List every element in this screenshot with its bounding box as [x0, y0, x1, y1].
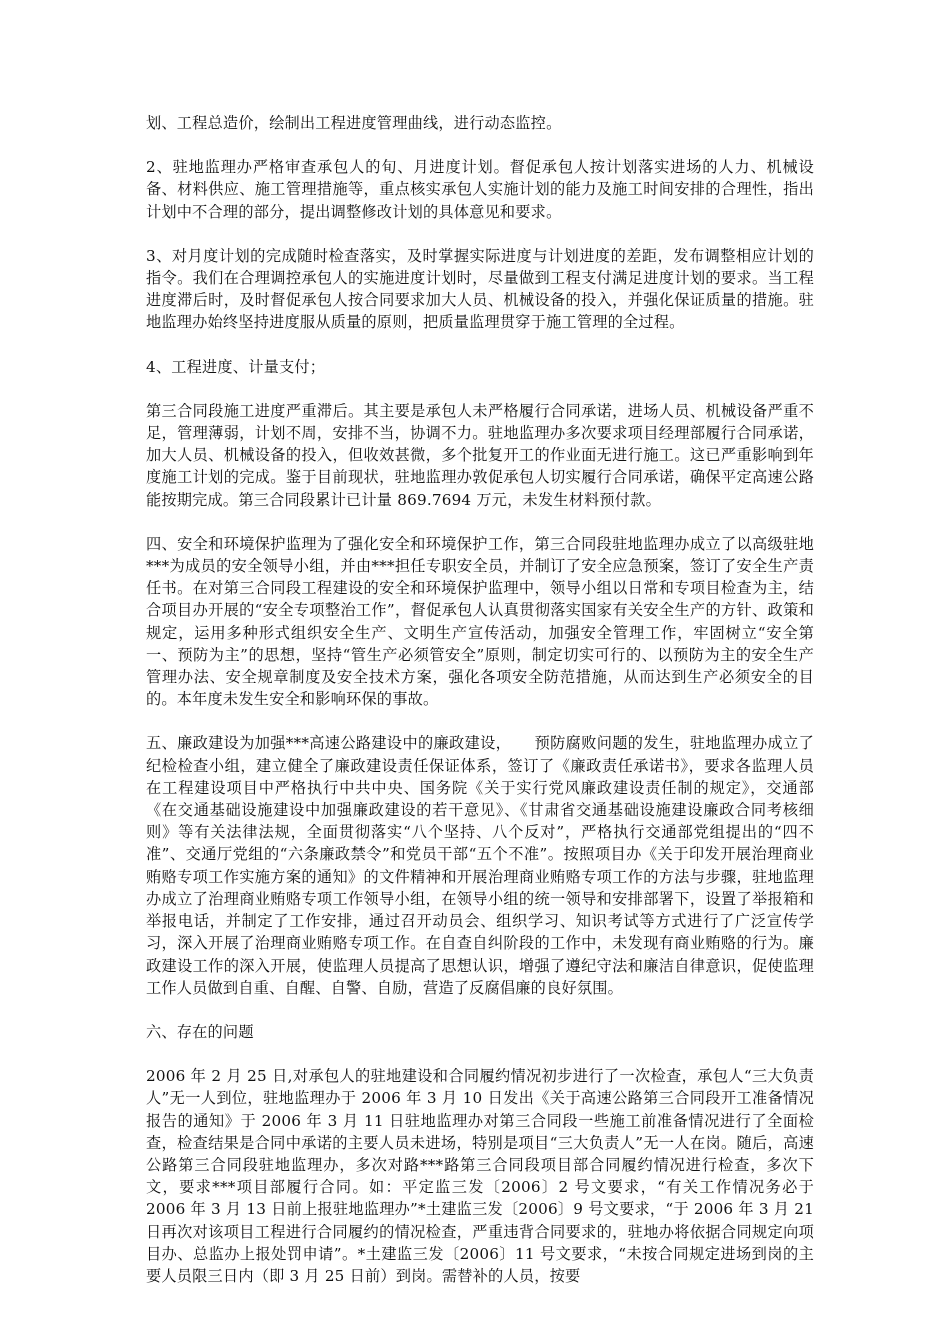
heading-progress-payment: 4、工程进度、计量支付；	[146, 357, 326, 376]
paragraph-safety-environment: 四、安全和环境保护监理为了强化安全和环境保护工作，第三合同段驻地监理办成立了以高级驻地***为成员的安全领导小组，并由***担任专职安全员，并制订了安全应急预案，签订了安全生产责任书。在对第三合同段工程建设的安全和环境保护监理中，领导小组以日常和专项目检查为主，结合项目办开展的“安全专项整治工作”，督促承包人认真贯彻落实国家有关安全生产的方针、政策和规定，运用多种形式组织安全生产、文明生产宣传活动，加强安全管理工作，牢固树立“安全第一、预防为主”的思想，坚持“管生产必须管安全”原则，制定切实可行的、以预防为主的安全生产管理办法、安全规章制度及安全技术方案，强化各项安全防范措施，从而达到生产必须安全的目的。本年度未发生安全和影响环保的事故。	[146, 534, 814, 709]
document-page	[146, 112, 814, 1309]
paragraph-monthly-plan: 3、对月度计划的完成随时检查落实，及时掌握实际进度与计划进度的差距，发布调整相应计划的指令。我们在合理调控承包人的实施进度计划时，尽量做到工程支付满足进度计划的要求。当工程进度滞后时，及时督促承包人按合同要求加大人员、机械设备的投入，并强化保证质量的措施。驻地监理办始终坚持进度服从质量的原则，把质量监理贯穿于施工管理的全过程。	[146, 246, 814, 332]
paragraph-schedule-review: 2、驻地监理办严格审查承包人的旬、月进度计划。督促承包人按计划落实进场的人力、机械设备、材料供应、施工管理措施等，重点核实承包人实施计划的能力及施工时间安排的合理性，指出计划中不合理的部分，提出调整修改计划的具体意见和要求。	[146, 158, 814, 221]
paragraph-schedule-curve: 划、工程总造价，绘制出工程进度管理曲线，进行动态监控。	[146, 114, 562, 132]
paragraph-inspection-history: 2006 年 2 月 25 日,对承包人的驻地建设和合同履约情况初步进行了一次检查，承包人“三大负责人”无一人到位，驻地监理办于 2006 年 3 月 10 日发出《关于高速公路第三合同段开工准备情况报告的通知》于 2006 年 3 月 11 日驻地监理办对第三合同段一些施工前准备情况进行了全面检查，检查结果是合同中承诺的主要人员未进场，特别是项目“三大负责人”无一人在岗。随后，高速公路第三合同段驻地监理办，多次对路***路第三合同段项目部合同履约情况进行检查，多次下文，要求***项目部履行合同。如：平定监三发〔2006〕2 号文要求，“有关工作情况务必于 2006 年 3 月 13 日前上报驻地监理办”*土建监三发〔2006〕9 号文要求，“于 2006 年 3 月 21 日再次对该项目工程进行合同履约的情况检查，严重违背合同要求的，驻地办将依据合同规定向项目办、总监办上报处罚申请”。*土建监三发〔2006〕11 号文要求，“未按合同规定进场到岗的主要人员限三日内（即 3 月 25 日前）到岗。需替补的人员，按要	[146, 1067, 814, 1285]
paragraph-progress-delay: 第三合同段施工进度严重滞后。其主要是承包人未严格履行合同承诺，进场人员、机械设备严重不足，管理薄弱，计划不周，安排不当，协调不力。驻地监理办多次要求项目经理部履行合同承诺，加大人员、机械设备的投入，但收效甚微，多个批复开工的作业面无进行施工。这已严重影响到年度施工计划的完成。鉴于目前现状，驻地监理办敦促承包人切实履行合同承诺，确保平定高速公路能按期完成。第三合同段累计已计量 869.7694 万元，未发生材料预付款。	[146, 401, 814, 509]
paragraph-integrity: 五、廉政建设为加强***高速公路建设中的廉政建设， 预防腐败问题的发生，驻地监理办成立了纪检检查小组，建立健全了廉政建设责任保证体系，签订了《廉政责任承诺书》，要求各监理人员在工程建设项目中严格执行中共中央、国务院《关于实行党风廉政建设责任制的规定》，交通部《在交通基础设施建设中加强廉政建设的若干意见》、《甘肃省交通基础设施建设廉政合同考核细则》等有关法律法规，全面贯彻落实“八个坚持、八个反对”，严格执行交通部党组提出的“四不准”、交通厅党组的“六条廉政禁令”和党员干部“五个不准”。按照项目办《关于印发开展治理商业贿赂专项工作实施方案的通知》的文件精神和开展治理商业贿赂专项工作的方法与步骤，驻地监理办成立了治理商业贿赂专项工作领导小组，在领导小组的统一领导和安排部署下，设置了举报箱和举报电话，并制定了工作安排，通过召开动员会、组织学习、知识考试等方式进行了广泛宣传学习，深入开展了治理商业贿赂专项工作。在自查自纠阶段的工作中，未发现有商业贿赂的行为。廉政建设工作的深入开展，使监理人员提高了思想认识，增强了遵纪守法和廉洁自律意识，促使监理工作人员做到自重、自醒、自警、自励，营造了反腐倡廉的良好氛围。	[146, 734, 814, 997]
heading-existing-problems: 六、存在的问题	[146, 1022, 254, 1041]
